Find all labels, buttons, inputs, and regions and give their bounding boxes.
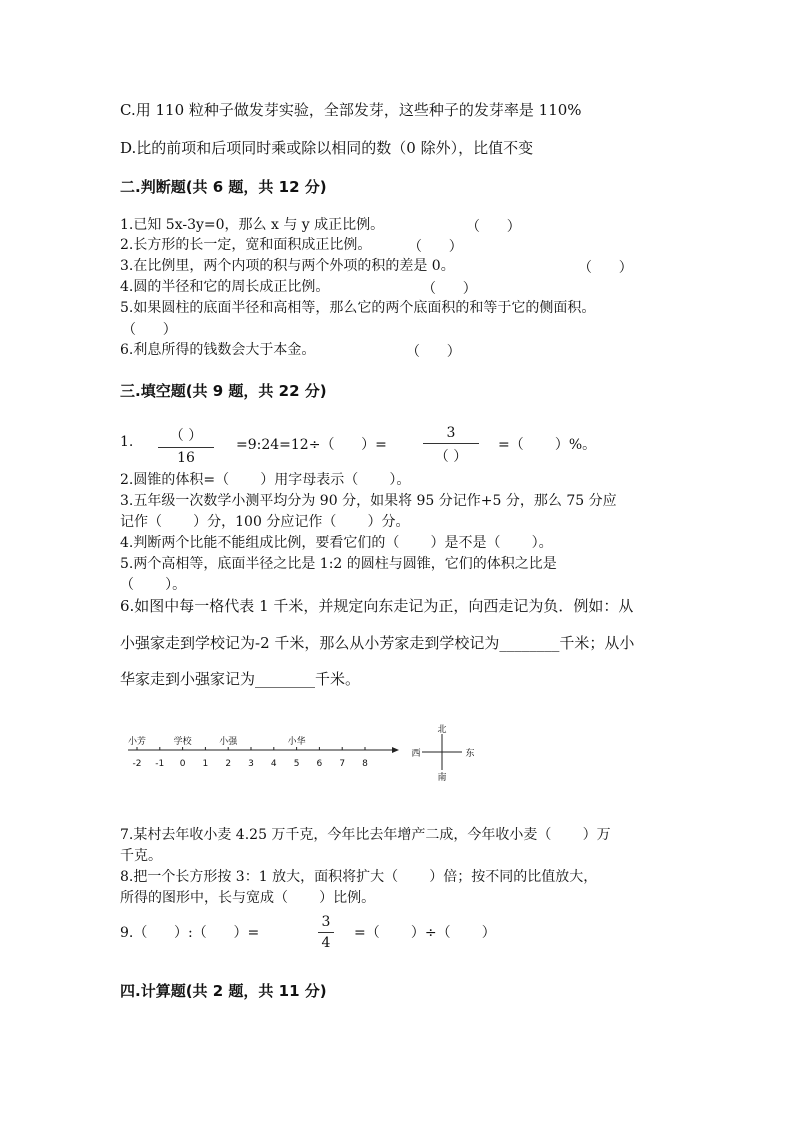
fill-q7-line-1: 7.某村去年收小麦 4.25 万千克，今年比去年增产二成，今年收小麦（ ）万 bbox=[120, 827, 611, 843]
number-line-tick-label: 5 bbox=[293, 759, 300, 769]
fill-q8-line-1: 8.把一个长方形按 3：1 放大，面积将扩大（ ）倍；按不同的比值放大， bbox=[120, 869, 598, 885]
judge-blank-6[interactable]: （ ） bbox=[406, 344, 461, 360]
fill-q9-start: 9.（ ）:（ ）= bbox=[120, 925, 260, 941]
compass-east-label: 东 bbox=[465, 749, 475, 759]
number-line-tick-label: 3 bbox=[248, 759, 254, 769]
compass-north-label: 北 bbox=[437, 725, 447, 735]
fill-q6-line-1: 6.如图中每一格代表 1 千米，并规定向东走记为正，向西走记为负．例如：从 bbox=[120, 597, 634, 615]
fill-q4: 4.判断两个比能不能组成比例，要看它们的（ ）是不是（ ）。 bbox=[120, 535, 553, 551]
fraction-denominator-blank[interactable]: （ ） bbox=[434, 449, 468, 465]
fill-q2: 2.圆锥的体积=（ ）用字母表示（ ）。 bbox=[120, 472, 411, 488]
fraction-bar bbox=[158, 447, 214, 448]
fraction-denominator: 4 bbox=[321, 935, 331, 951]
fill-q6-line-2: 小强家走到学校记为-2 千米，那么从小芳家走到学校记为________千米；从小 bbox=[120, 634, 635, 652]
fill-q7-line-2: 千克。 bbox=[120, 848, 162, 864]
number-line-tick-label: 0 bbox=[179, 759, 186, 769]
judge-item-2: 2.长方形的长一定，宽和面积成正比例。 bbox=[120, 237, 372, 253]
judge-item-5: 5.如果圆柱的底面半径和高相等，那么它的两个底面积的和等于它的侧面积。 bbox=[120, 300, 596, 316]
compass-west-label: 西 bbox=[411, 749, 421, 759]
fill-q3-line-1: 3.五年级一次数学小测平均分为 90 分，如果将 95 分记作+5 分，那么 75 分应 bbox=[120, 493, 617, 509]
fill-q5-line-1: 5.两个高相等，底面半径之比是 1:2 的圆柱与圆锥，它们的体积之比是 bbox=[120, 556, 557, 572]
number-line-place-label: 小强 bbox=[219, 737, 238, 747]
fraction-numerator: 3 bbox=[321, 914, 331, 930]
fill-q9-end: =（ ）÷（ ） bbox=[354, 925, 496, 941]
number-line-place-label: 学校 bbox=[173, 737, 192, 747]
judge-blank-4[interactable]: （ ） bbox=[422, 281, 477, 297]
fill-q5-line-2: （ ）。 bbox=[120, 577, 187, 593]
fill-q1-number: 1. bbox=[120, 434, 134, 450]
judge-item-3: 3.在比例里，两个内项的积与两个外项的积的差是 0。 bbox=[120, 258, 455, 274]
fill-q6-line-3: 华家走到小强家记为________千米。 bbox=[120, 670, 361, 688]
number-line-tick-label: 7 bbox=[339, 759, 346, 769]
fill-q8-line-2: 所得的图形中，长与宽成（ ）比例。 bbox=[120, 890, 376, 906]
section-3-title: 三.填空题(共 9 题，共 22 分) bbox=[120, 382, 327, 400]
fill-q1-fraction-1 bbox=[158, 425, 214, 466]
fill-q1-end: =（ ）%。 bbox=[498, 437, 597, 453]
number-line-place-label: 小芳 bbox=[127, 737, 147, 747]
fraction-numerator: 3 bbox=[446, 425, 456, 441]
fill-q1-fraction-2 bbox=[423, 425, 479, 466]
number-line-tick-label: 6 bbox=[316, 759, 323, 769]
fill-q9-fraction bbox=[318, 914, 334, 951]
judge-blank-1[interactable]: （ ） bbox=[466, 219, 521, 235]
judge-blank-2[interactable]: （ ） bbox=[408, 239, 463, 255]
number-line-tick-label: 4 bbox=[270, 759, 277, 769]
fraction-denominator: 16 bbox=[177, 450, 195, 466]
fill-q3-line-2: 记作（ ）分，100 分应记作（ ）分。 bbox=[120, 514, 410, 530]
number-line-tick-label: 1 bbox=[202, 759, 209, 769]
fill-q1-middle: =9:24=12÷（ ）= bbox=[236, 437, 387, 453]
option-c: C.用 110 粒种子做发芽实验，全部发芽，这些种子的发芽率是 110% bbox=[120, 101, 582, 119]
number-line-diagram bbox=[120, 726, 400, 776]
compass-south-label: 南 bbox=[437, 773, 447, 782]
number-line-arrow bbox=[392, 747, 399, 753]
fraction-numerator-blank[interactable]: （ ） bbox=[169, 428, 203, 444]
section-4-title: 四.计算题(共 2 题，共 11 分) bbox=[120, 982, 327, 1000]
number-line-tick-label: 2 bbox=[225, 759, 232, 769]
number-line-place-label: 小华 bbox=[287, 737, 306, 747]
judge-item-4: 4.圆的半径和它的周长成正比例。 bbox=[120, 279, 330, 295]
number-line-tick-label: -1 bbox=[155, 759, 165, 769]
judge-blank-5[interactable]: （ ） bbox=[122, 322, 177, 338]
judge-item-1: 1.已知 5x-3y=0，那么 x 与 y 成正比例。 bbox=[120, 217, 385, 233]
compass-diagram bbox=[404, 722, 484, 782]
judge-blank-3[interactable]: （ ） bbox=[578, 260, 633, 276]
option-d: D.比的前项和后项同时乘或除以相同的数（0 除外），比值不变 bbox=[120, 139, 534, 157]
fraction-bar bbox=[318, 932, 334, 933]
number-line-tick-label: -2 bbox=[132, 759, 142, 769]
judge-item-6: 6.利息所得的钱数会大于本金。 bbox=[120, 342, 316, 358]
number-line-tick-label: 8 bbox=[362, 759, 368, 769]
fraction-bar bbox=[423, 443, 479, 444]
section-2-title: 二.判断题(共 6 题，共 12 分) bbox=[120, 178, 327, 196]
